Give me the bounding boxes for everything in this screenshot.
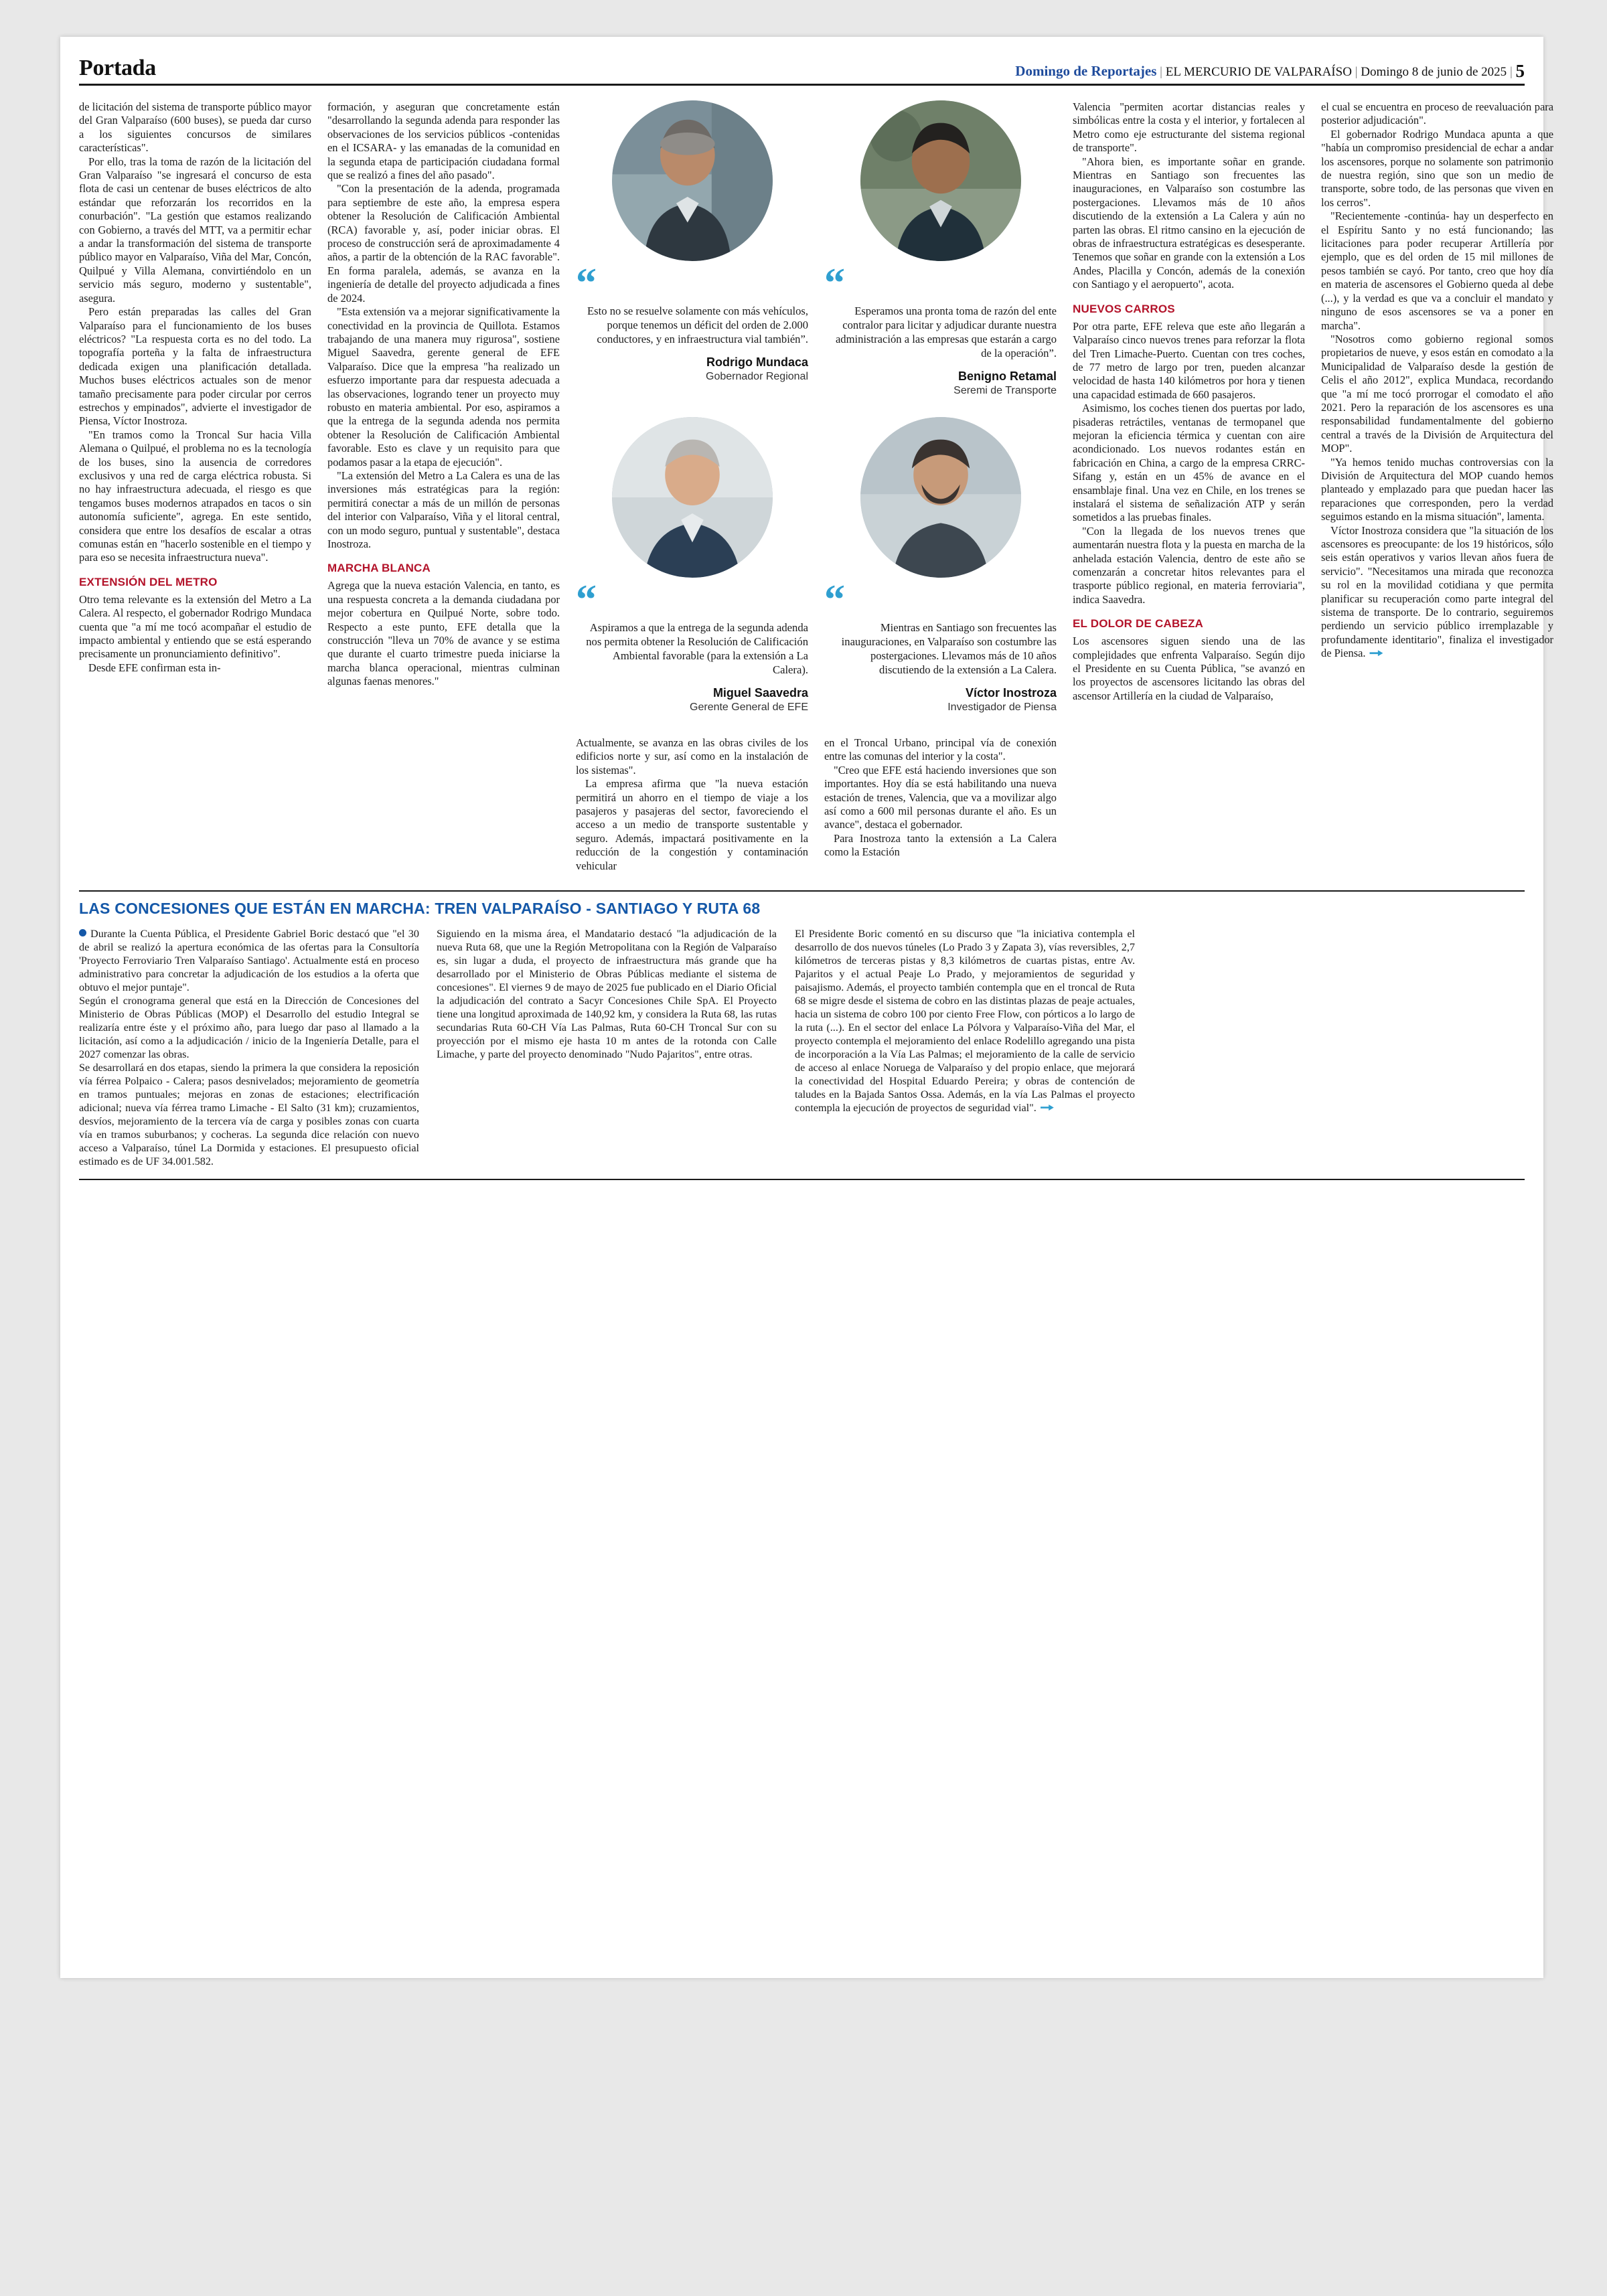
paragraph: Los ascensores siguen siendo una de las complejidades que enfrenta Valparaíso. Según dijo el Presidente en su Cuenta Pública, "se avanzó en los proyectos de ascensores licitando las obras del ascensor Artillería en la ciudad de Valparaíso, xyxy=(1073,635,1305,702)
paragraph: Asimismo, los coches tienen dos puertas por lado, pisaderas retráctiles, ventanas de termopanel que mejoran la eficiencia térmica y cuentan con aire acondicionado. Los nuevos rodantes están en fabricación en China, a cargo de la empresa CRRC-Sifang y, están en un 45% de avance en el ensamblaje final. Una vez en Chile, en los trenes se instalará el sistema de señalización ATP y serán sometidos a las pruebas finales. xyxy=(1073,402,1305,524)
box-column-right xyxy=(795,927,1135,1168)
column-2 xyxy=(327,100,560,689)
supplement-name: Domingo de Reportajes xyxy=(1015,63,1157,79)
portrait-rodrigo-mundaca xyxy=(612,100,773,261)
portrait-benigno-retamal xyxy=(860,100,1021,261)
end-of-article-icon xyxy=(1369,650,1383,656)
quote-author-role: Gobernador Regional xyxy=(706,371,808,382)
quote-author-role: Gerente General de EFE xyxy=(690,702,808,713)
sidebar-box-concesiones xyxy=(79,890,1525,1180)
quote-author-name: Miguel Saavedra xyxy=(712,686,808,700)
masthead-sep-2: | xyxy=(1351,65,1361,79)
paragraph: Pero están preparadas las calles del Gran Valparaíso para el funcionamiento de los buses eléctricos? "La respuesta corta es no del todo. La topografía porteña y la falta de infraestructura dedicada exigen una planificación detallada. Muchos buses eléctricos actuales son de menor tamaño precisamente para poder circular por cerros estrechos y empinados", advierte el investigador de Piensa, Víctor Inostroza. xyxy=(79,305,311,428)
quote-card-victor-inostroza xyxy=(824,417,1057,714)
paragraph-text: Víctor Inostroza considera que "la situación de los ascensores es preocupante: de los 19 históricos, sólo seis están operativos y varios llevan años fuera de servicio". "Necesitamos una mirada que reconozca su rol en la movilidad cotidiana y que permita planificar su recuperación como parte integral del sistema de transporte. De lo contrario, seguiremos perdiendo un servicio público irremplazable y profundamente identitario", finaliza el investigador de Piensa. xyxy=(1321,523,1553,660)
box-left-split xyxy=(79,927,777,1168)
quote-author-name: Víctor Inostroza xyxy=(965,686,1057,700)
paragraph: formación, y aseguran que concretamente están "desarrollando la segunda adenda para responder las observaciones de los servicios públicos -contenidas en el ICSARA- y las emanadas de la comunidad en la segunda etapa de participación ciudadana formal que se realizó a fines del año pasado". xyxy=(327,100,560,182)
paragraph-text: El Presidente Boric comentó en su discurso que "la iniciativa contempla el desarrollo de dos nuevos túneles (Lo Prado 3 y Zapata 3), vías reversibles, 2,7 kilómetros de terceras pistas y 8,3 kilómetros de cuartas pistas, entre Av. Pajaritos y el actual Peaje Lo Prado, y mejoramientos de seguridad y paisajismo. Además, el proyecto también contempla que en el troncal de Ruta 68 se migre desde el sistema de cobro en las distintas plazas de peaje actuales, hacia un sistema de cobro 100 por ciento Free Flow, con pórticos a lo largo de la ruta (...). En el sector del enlace La Pólvora y Valparaíso-Viña del Mar, el proyecto contempla el mejoramiento del enlace Rodelillo agregando una pista de incorporación a la Vía Las Palmas; el mejoramiento de la calle de servicio de acceso al enlace Noruega de Valparaíso y del propio enlace, que mejorará la conectividad del Hospital Eduardo Pereira; y obras de contención de taludes en la Bajada Santos Ossa. Además, en la vía Las Palmas el proyecto contempla la ejecución de proyectos de seguridad vial". xyxy=(795,928,1135,1115)
quote-open-icon: “ xyxy=(824,260,845,306)
quote-row-1 xyxy=(576,100,1057,397)
box-column-left xyxy=(79,927,777,1168)
paragraph: El gobernador Rodrigo Mundaca apunta a que "había un compromiso presidencial de echar a andar los ascensores, porque no solamente son patrimonio de nuestra región, sino que son un medio de transporte, sobre todo, de las personas que viven en los cerros". xyxy=(1321,127,1553,209)
paragraph: el cual se encuentra en proceso de reevaluación para posterior adjudicación". xyxy=(1321,100,1553,127)
paragraph: La empresa afirma que "la nueva estación permitirá un ahorro en el tiempo de viaje a los pasajeros y pasajeras del sector, favoreciendo el acceso a un medio de transporte sustentable y seguro. Además, impactará positivamente en la reducción de la congestión y contaminación vehicular xyxy=(576,777,808,872)
quote-author-name: Rodrigo Mundaca xyxy=(706,355,808,369)
paragraph: Por otra parte, EFE releva que este año llegarán a Valparaíso cinco nuevos trenes para reforzar la flota del Tren Limache-Puerto. Cuentan con tres coches, de 77 metro de largo por tren, pueden alcanzar velocidad de hasta 140 kilómetros por hora y tienen una capacidad estimada de 660 pasajeros. xyxy=(1073,319,1305,401)
quote-continuation-row xyxy=(576,736,1057,873)
newspaper-name: EL MERCURIO DE VALPARAÍSO xyxy=(1165,65,1352,79)
paragraph: Agrega que la nueva estación Valencia, en tanto, es una respuesta concreta a la demanda ciudadana por mejor cobertura en Quilpué Norte, sobre todo. Respecto a este punto, EFE detalla que la construcción "lleva un 70% de avance y se estima que durante el cuarto trimestre pueda iniciarse la marcha blanca operacional, mientras culminan algunas faenas menores." xyxy=(327,579,560,688)
masthead-right xyxy=(1015,61,1525,82)
paragraph: Valencia "permiten acortar distancias reales y simbólicas entre la costa y el interior, y fortalecen al Metro como eje estructurante del sistema regional de transporte". xyxy=(1073,100,1305,155)
paragraph: Desde EFE confirman esta in- xyxy=(88,661,221,674)
paragraph: "Con la presentación de la adenda, programada para septiembre de este año, la empresa espera obtener la Resolución de Calificación Ambiental (RCA) favorable y, así, poder iniciar obras. El proceso de construcción será de aproximadamente 4 años, a partir de la obtención de la RAC favorable". En forma paralela, además, se avanza en la ingeniería de detalle del proyecto adjudicada a fines de 2024. xyxy=(327,182,560,305)
subheading-nuevos-carros: NUEVOS CARROS xyxy=(1073,302,1175,315)
quote-author-role: Seremi de Transporte xyxy=(953,385,1057,396)
paragraph xyxy=(79,927,419,994)
masthead-sep-1: | xyxy=(1156,65,1166,79)
box-title: LAS CONCESIONES QUE ESTÁN EN MARCHA: TREN VALPARAÍSO - SANTIAGO Y RUTA 68 xyxy=(79,900,761,918)
paragraph: Actualmente, se avanza en las obras civiles de los edificios norte y sur, así como en la instalación de los sistemas". xyxy=(576,736,808,776)
subheading-marcha-blanca: MARCHA BLANCA xyxy=(327,562,431,575)
paragraph: Siguiendo en la misma área, el Mandatario destacó "la adjudicación de la nueva Ruta 68, que une la Región Metropolitana con la Región de Valparaíso es, sin lugar a duda, el proyecto de infraestructura más grande que ha desarrollado por el Ministerio de Obras Públicas mediante el sistema de concesiones". El viernes 9 de mayo de 2025 fue publicado en el Diario Oficial la adjudicación del contrato a Sacyr Concesiones Chile SpA. El Proyecto tiene una longitud aproximada de 140,92 km, y considera la Ruta 68, las rutas secundarias Ruta 60-CH Vía Las Palmas, Ruta 60-CH Troncal Sur con su proyección por el mismo eje hasta 10 m antes de la rotonda con Calle Limache, y parte del proyecto denominado "Nudo Pajaritos", entre otras. xyxy=(437,928,777,1061)
paragraph: "Recientemente -continúa- hay un desperfecto en el Espíritu Santo y no está funcionando; las licitaciones para poder recuperar Artillería por ejemplo, que es del orden de 15 mil millones de pesos también se cayó. Por tanto, creo que hoy día en materia de ascensores el Gobierno queda al debe (...), y la verdad es que va a concluir el mandato y ninguno de esos ascensores se va a poner en marcha". xyxy=(1321,210,1553,332)
paragraph: de licitación del sistema de transporte público mayor del Gran Valparaíso (600 buses), se pueda dar curso a los siguientes concursos de similares características". xyxy=(79,100,311,155)
paragraph: "Creo que EFE está haciendo inversiones que son importantes. Hoy día se está habilitando una nueva estación de trenes, Valencia, que va a movilizar algo así como a 600 mil personas durante el año. Es un avance", destaca el gobernador. xyxy=(824,763,1057,831)
paragraph xyxy=(795,927,1135,1115)
quote-row-2 xyxy=(576,417,1057,714)
column-3 xyxy=(576,736,808,873)
paragraph: Otro tema relevante es la extensión del Metro a La Calera. Al respecto, el gobernador Rodrigo Mundaca cuenta que "a mí me tocó acompañar el estudio de impacto ambiental y entiendo que se está esperando precisamente un pronunciamiento definitivo". xyxy=(79,592,311,661)
newspaper-page xyxy=(60,37,1553,1978)
quote-author-role: Investigador de Piensa xyxy=(947,702,1057,713)
paragraph: "Ahora bien, es importante soñar en grande. Mientras en Santiago son frecuentes las inauguraciones, en Valparaíso son costumbre las postergaciones. Llevamos más de 10 años discutiendo de la extensión a La Calera y aún no parten las obras. El ritmo cansino en la ejecución de obras de infraestructura estratégicas es desesperante. Tenemos que soñar en grande con la extensión a Los Andes, Placilla y Concón, además de la conexión con Santiago y el aeropuerto", acota. xyxy=(1073,155,1305,291)
publication-date: Domingo 8 de junio de 2025 xyxy=(1361,65,1507,79)
paragraph: Se desarrollará en dos etapas, siendo la primera la que considera la reposición vía férrea Polpaico - Calera; pasos desnivelados; mejoramiento de geometría en tramos puntuales; mejoras en zonas de estaciones; electrificación adicional; nueva vía férrea tramo Limache - El Salto (31 km); cruzamientos, desvíos, mejoramiento de la tercera vía de carga y posibles zonas con cuarta vía en tramos suburbanos; y cocheras. La segunda dice relación con nuevo acceso a Valparaíso, túnel La Dormida y estaciones. El presupuesto oficial estimado es de UF 34.001.582. xyxy=(79,1062,419,1168)
box-columns xyxy=(79,927,1525,1168)
paragraph: en el Troncal Urbano, principal vía de conexión entre las comunas del interior y la costa". xyxy=(824,736,1057,763)
portrait-victor-inostroza xyxy=(860,417,1021,578)
quote-text: Esperamos una pronta toma de razón del ente contralor para licitar y adjudicar durante nuestra administración a las empresas que estarán a cargo de la operación”. xyxy=(835,305,1057,359)
quote-text: Aspiramos a que la entrega de la segunda adenda nos permita obtener la Resolución de Calificación Ambiental favorable (para la extensión a La Calera). xyxy=(586,621,808,676)
end-of-article-icon xyxy=(1041,1104,1054,1111)
quote-card-benigno-retamal xyxy=(824,100,1057,397)
quote-open-icon: “ xyxy=(576,577,597,623)
bullet-icon xyxy=(79,929,86,936)
column-1 xyxy=(79,100,311,675)
box-col-1 xyxy=(79,927,419,1168)
column-6 xyxy=(1321,100,1553,661)
portrait-miguel-saavedra xyxy=(612,417,773,578)
page-number: 5 xyxy=(1515,61,1525,81)
paragraph: "Esta extensión va a mejorar significativamente la conectividad en la provincia de Quillota. Estamos trabajando de una manera muy rigurosa", sostiene Miguel Saavedra, gerente general de EFE Valparaíso. Dice que la empresa "ha realizado un esfuerzo importante para dar respuesta adecuada a las observaciones, logrando tener un proyecto muy robusto en materia ambiental. Por eso, aspiramos a que la entrega de la segunda adenda nos permita obtener la Resolución de Calificación Ambiental favorable. Esto es clave y un requisito para que podamos pasar a la etapa de ejecución". xyxy=(327,305,560,469)
box-col-2 xyxy=(437,927,777,1168)
quote-card-rodrigo-mundaca xyxy=(576,100,808,397)
paragraph-text: Durante la Cuenta Pública, el Presidente Gabriel Boric destacó que "el 30 de abril se realizó la apertura económica de las ofertas para la Consultoría 'Proyecto Ferroviario Tren Valparaíso Santiago'. Actualmente está en proceso administrativo para concretar la adjudicación de los estudios a la oferta que obtuvo el mejor puntaje". xyxy=(79,928,419,994)
column-4 xyxy=(824,736,1057,873)
quote-card-miguel-saavedra xyxy=(576,417,808,714)
quote-text: Mientras en Santiago son frecuentes las inauguraciones, en Valparaíso son costumbre las postergaciones. Llevamos más de 10 años discutiendo de la extensión a La Calera. xyxy=(841,621,1057,676)
quote-open-icon: “ xyxy=(824,577,845,623)
quote-open-icon: “ xyxy=(576,260,597,306)
paragraph xyxy=(1321,524,1553,661)
masthead-sep-3: | xyxy=(1507,65,1516,79)
article-columns xyxy=(79,100,1553,873)
quote-author-name: Benigno Retamal xyxy=(958,370,1057,383)
quote-text: Esto no se resuelve solamente con más vehículos, porque tenemos un déficit del orden de 2.000 conductores, y en infraestructura vial también”. xyxy=(587,305,808,345)
paragraph: Por ello, tras la toma de razón de la licitación del Gran Valparaíso "se ingresará el concurso de esta flota de casi un centenar de buses eléctricos de alto estándar que reforzarán los recorridos en la conurbación". "La gestión que estamos realizando con Gobierno, a través del MTT, va a permitir echar a andar la transformación del sistema de transporte público mayor en Valparaíso, Viña del Mar, Concón, Quilpué y Villa Alemana, convirtiéndolo en un servicio más seguro, moderno y sustentable", asegura. xyxy=(79,155,311,305)
paragraph: "Con la llegada de los nuevos trenes que aumentarán nuestra flota y la puesta en marcha de la anhelada estación Valencia, dentro de este año se comenzarán a concretar hitos relevantes para el trasporte público regional, en materia ferroviaria", indica Saavedra. xyxy=(1073,524,1305,606)
paragraph: "Ya hemos tenido muchas controversias con la División de Arquitectura del MOP cuando hemos planteado y emplazado para que puedan hacer las reparaciones que corresponden, pero la verdad seguimos estando en la misma situación", lamenta. xyxy=(1321,455,1553,523)
paragraph: Para Inostroza tanto la extensión a La Calera como la Estación xyxy=(824,831,1057,859)
paragraph: "En tramos como la Troncal Sur hacia Villa Alemana o Quilpué, el problema no es la tecnología de los buses, sino la ausencia de corredores exclusivos y una red de carga eléctrica robusta. Si no hay infraestructura adecuada, el riesgo es que tengamos buses modernos atrapados en tacos o sin autonomía suficiente", agrega. En este sentido, considera que entre los desafíos de escalar a otras comunas están en "hacerlo sostenible en el tiempo y para eso se necesita infraestructura nueva". xyxy=(79,428,311,564)
paragraph: Según el cronograma general que está en la Dirección de Concesiones del Ministerio de Obras Públicas (MOP) el Desarrollo del estudio Integral se realizaría entre éste y el próximo año, para luego dar paso al llamado a la licitación, así como a la adjudicación / inicio de la Ingeniería Detalle, para el 2027 comenzar las obras. xyxy=(79,995,419,1061)
section-title: Portada xyxy=(79,56,156,80)
paragraph: "La extensión del Metro a La Calera es una de las inversiones más estratégicas para la región: permitirá conectar a más de un millón de personas del interior con Valparaíso, Viña y el litoral central, con un modo seguro, puntual y sustentable", destaca Inostroza. xyxy=(327,469,560,550)
subheading-dolor-de-cabeza: EL DOLOR DE CABEZA xyxy=(1073,617,1204,631)
column-5 xyxy=(1073,100,1305,703)
page-masthead xyxy=(79,37,1525,86)
paragraph: "Nosotros como gobierno regional somos propietarios de nueve, y esos están en comodato a la Municipalidad de Valparaíso desde la gestión de Celis el año 2012", explica Mundaca, recordando que "a mí me tocó prorrogar el comodato el año 2021. Pero la reparación de los ascensores es una responsabilidad fundamentalmente del gobierno central a través de la División de Arquitectura del MOP". xyxy=(1321,332,1553,455)
subheading-extension-metro: EXTENSIÓN DEL METRO xyxy=(79,575,218,588)
quotes-block xyxy=(576,100,1057,873)
